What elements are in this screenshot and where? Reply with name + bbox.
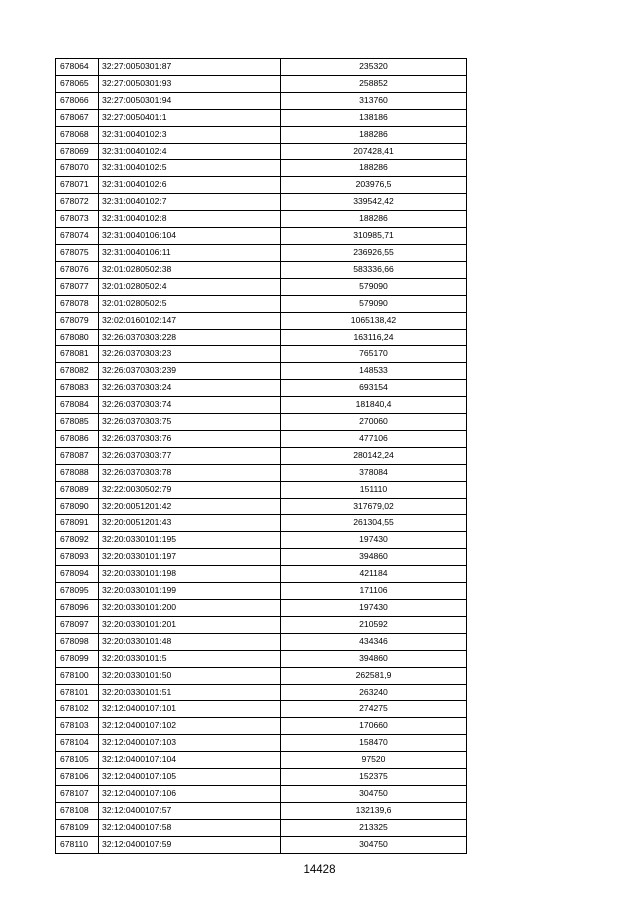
cadastral-number-cell: 32:12:0400107:104 bbox=[99, 752, 281, 769]
row-id-cell: 678070 bbox=[56, 160, 99, 177]
cadastral-number-cell: 32:31:0040106:104 bbox=[99, 228, 281, 245]
row-id-cell: 678068 bbox=[56, 126, 99, 143]
cadastral-number-cell: 32:31:0040102:6 bbox=[99, 177, 281, 194]
value-cell: 378084 bbox=[281, 464, 467, 481]
value-cell: 394860 bbox=[281, 549, 467, 566]
table-row bbox=[56, 177, 467, 194]
table-row bbox=[56, 278, 467, 295]
cadastral-number-cell: 32:02:0160102:147 bbox=[99, 312, 281, 329]
table-row bbox=[56, 836, 467, 853]
value-cell: 163116,24 bbox=[281, 329, 467, 346]
cadastral-number-cell: 32:01:0280502:38 bbox=[99, 261, 281, 278]
cadastral-number-cell: 32:20:0330101:5 bbox=[99, 650, 281, 667]
row-id-cell: 678093 bbox=[56, 549, 99, 566]
value-cell: 310985,71 bbox=[281, 228, 467, 245]
table-row bbox=[56, 633, 467, 650]
row-id-cell: 678099 bbox=[56, 650, 99, 667]
cadastral-number-cell: 32:26:0370303:74 bbox=[99, 397, 281, 414]
row-id-cell: 678106 bbox=[56, 769, 99, 786]
cadastral-number-cell: 32:01:0280502:5 bbox=[99, 295, 281, 312]
row-id-cell: 678064 bbox=[56, 59, 99, 76]
value-cell: 339542,42 bbox=[281, 194, 467, 211]
table-row bbox=[56, 600, 467, 617]
value-cell: 188286 bbox=[281, 126, 467, 143]
row-id-cell: 678080 bbox=[56, 329, 99, 346]
row-id-cell: 678081 bbox=[56, 346, 99, 363]
cadastral-number-cell: 32:26:0370303:78 bbox=[99, 464, 281, 481]
cadastral-number-cell: 32:31:0040106:11 bbox=[99, 244, 281, 261]
row-id-cell: 678096 bbox=[56, 600, 99, 617]
row-id-cell: 678098 bbox=[56, 633, 99, 650]
value-cell: 171106 bbox=[281, 583, 467, 600]
value-cell: 304750 bbox=[281, 785, 467, 802]
row-id-cell: 678097 bbox=[56, 616, 99, 633]
row-id-cell: 678090 bbox=[56, 498, 99, 515]
row-id-cell: 678109 bbox=[56, 819, 99, 836]
table-row bbox=[56, 481, 467, 498]
cadastral-number-cell: 32:31:0040102:4 bbox=[99, 143, 281, 160]
row-id-cell: 678094 bbox=[56, 566, 99, 583]
cadastral-number-cell: 32:31:0040102:5 bbox=[99, 160, 281, 177]
table-row bbox=[56, 211, 467, 228]
row-id-cell: 678085 bbox=[56, 414, 99, 431]
row-id-cell: 678095 bbox=[56, 583, 99, 600]
table-row bbox=[56, 583, 467, 600]
value-cell: 583336,66 bbox=[281, 261, 467, 278]
row-id-cell: 678107 bbox=[56, 785, 99, 802]
cadastral-number-cell: 32:12:0400107:103 bbox=[99, 735, 281, 752]
table-row bbox=[56, 380, 467, 397]
row-id-cell: 678082 bbox=[56, 363, 99, 380]
table-row bbox=[56, 549, 467, 566]
table-row bbox=[56, 532, 467, 549]
row-id-cell: 678087 bbox=[56, 447, 99, 464]
table-row bbox=[56, 430, 467, 447]
value-cell: 765170 bbox=[281, 346, 467, 363]
value-cell: 261304,55 bbox=[281, 515, 467, 532]
row-id-cell: 678077 bbox=[56, 278, 99, 295]
row-id-cell: 678079 bbox=[56, 312, 99, 329]
cadastral-number-cell: 32:31:0040102:7 bbox=[99, 194, 281, 211]
cadastral-number-cell: 32:27:0050401:1 bbox=[99, 109, 281, 126]
row-id-cell: 678065 bbox=[56, 75, 99, 92]
cadastral-number-cell: 32:20:0330101:48 bbox=[99, 633, 281, 650]
value-cell: 274275 bbox=[281, 701, 467, 718]
cadastral-number-cell: 32:31:0040102:3 bbox=[99, 126, 281, 143]
value-cell: 138186 bbox=[281, 109, 467, 126]
row-id-cell: 678092 bbox=[56, 532, 99, 549]
value-cell: 579090 bbox=[281, 278, 467, 295]
table-row bbox=[56, 650, 467, 667]
value-cell: 197430 bbox=[281, 600, 467, 617]
table-row bbox=[56, 769, 467, 786]
cadastral-value-table bbox=[55, 58, 467, 854]
table-row bbox=[56, 752, 467, 769]
row-id-cell: 678076 bbox=[56, 261, 99, 278]
row-id-cell: 678100 bbox=[56, 667, 99, 684]
cadastral-number-cell: 32:20:0330101:195 bbox=[99, 532, 281, 549]
value-cell: 477106 bbox=[281, 430, 467, 447]
row-id-cell: 678091 bbox=[56, 515, 99, 532]
value-cell: 270060 bbox=[281, 414, 467, 431]
page-number: 14428 bbox=[303, 864, 336, 876]
cadastral-number-cell: 32:26:0370303:76 bbox=[99, 430, 281, 447]
table-row bbox=[56, 295, 467, 312]
cadastral-number-cell: 32:12:0400107:106 bbox=[99, 785, 281, 802]
table-row bbox=[56, 414, 467, 431]
table-row bbox=[56, 228, 467, 245]
value-cell: 421184 bbox=[281, 566, 467, 583]
value-cell: 197430 bbox=[281, 532, 467, 549]
cadastral-number-cell: 32:12:0400107:57 bbox=[99, 802, 281, 819]
value-cell: 213325 bbox=[281, 819, 467, 836]
cadastral-number-cell: 32:12:0400107:59 bbox=[99, 836, 281, 853]
row-id-cell: 678073 bbox=[56, 211, 99, 228]
table-row bbox=[56, 312, 467, 329]
value-cell: 188286 bbox=[281, 160, 467, 177]
cadastral-number-cell: 32:26:0370303:24 bbox=[99, 380, 281, 397]
cadastral-number-cell: 32:26:0370303:77 bbox=[99, 447, 281, 464]
row-id-cell: 678089 bbox=[56, 481, 99, 498]
cadastral-number-cell: 32:27:0050301:93 bbox=[99, 75, 281, 92]
cadastral-number-cell: 32:20:0330101:197 bbox=[99, 549, 281, 566]
value-cell: 158470 bbox=[281, 735, 467, 752]
row-id-cell: 678108 bbox=[56, 802, 99, 819]
cadastral-number-cell: 32:20:0330101:201 bbox=[99, 616, 281, 633]
table-row bbox=[56, 397, 467, 414]
row-id-cell: 678084 bbox=[56, 397, 99, 414]
row-id-cell: 678105 bbox=[56, 752, 99, 769]
row-id-cell: 678067 bbox=[56, 109, 99, 126]
cadastral-number-cell: 32:12:0400107:101 bbox=[99, 701, 281, 718]
row-id-cell: 678086 bbox=[56, 430, 99, 447]
table-row bbox=[56, 785, 467, 802]
table-row bbox=[56, 515, 467, 532]
table-body bbox=[56, 59, 467, 854]
table-row bbox=[56, 718, 467, 735]
table-row bbox=[56, 464, 467, 481]
value-cell: 181840,4 bbox=[281, 397, 467, 414]
table-row bbox=[56, 261, 467, 278]
cadastral-number-cell: 32:12:0400107:102 bbox=[99, 718, 281, 735]
value-cell: 210592 bbox=[281, 616, 467, 633]
table-row bbox=[56, 802, 467, 819]
table-row bbox=[56, 59, 467, 76]
value-cell: 151110 bbox=[281, 481, 467, 498]
row-id-cell: 678088 bbox=[56, 464, 99, 481]
cadastral-number-cell: 32:26:0370303:23 bbox=[99, 346, 281, 363]
table-row bbox=[56, 346, 467, 363]
table-row bbox=[56, 126, 467, 143]
row-id-cell: 678075 bbox=[56, 244, 99, 261]
value-cell: 235320 bbox=[281, 59, 467, 76]
table-row bbox=[56, 447, 467, 464]
table-row bbox=[56, 92, 467, 109]
cadastral-number-cell: 32:22:0030502:79 bbox=[99, 481, 281, 498]
cadastral-number-cell: 32:27:0050301:87 bbox=[99, 59, 281, 76]
row-id-cell: 678078 bbox=[56, 295, 99, 312]
cadastral-number-cell: 32:27:0050301:94 bbox=[99, 92, 281, 109]
table-row bbox=[56, 566, 467, 583]
row-id-cell: 678104 bbox=[56, 735, 99, 752]
cadastral-number-cell: 32:20:0330101:50 bbox=[99, 667, 281, 684]
value-cell: 262581,9 bbox=[281, 667, 467, 684]
table-row bbox=[56, 329, 467, 346]
value-cell: 170660 bbox=[281, 718, 467, 735]
table-row bbox=[56, 498, 467, 515]
cadastral-number-cell: 32:31:0040102:8 bbox=[99, 211, 281, 228]
value-cell: 693154 bbox=[281, 380, 467, 397]
row-id-cell: 678069 bbox=[56, 143, 99, 160]
table-row bbox=[56, 735, 467, 752]
cadastral-number-cell: 32:12:0400107:105 bbox=[99, 769, 281, 786]
value-cell: 579090 bbox=[281, 295, 467, 312]
value-cell: 132139,6 bbox=[281, 802, 467, 819]
cadastral-number-cell: 32:20:0330101:198 bbox=[99, 566, 281, 583]
cadastral-number-cell: 32:26:0370303:75 bbox=[99, 414, 281, 431]
value-cell: 188286 bbox=[281, 211, 467, 228]
table-row bbox=[56, 143, 467, 160]
value-cell: 148533 bbox=[281, 363, 467, 380]
cadastral-number-cell: 32:12:0400107:58 bbox=[99, 819, 281, 836]
table-row bbox=[56, 363, 467, 380]
value-cell: 97520 bbox=[281, 752, 467, 769]
value-cell: 434346 bbox=[281, 633, 467, 650]
cadastral-number-cell: 32:26:0370303:239 bbox=[99, 363, 281, 380]
value-cell: 236926,55 bbox=[281, 244, 467, 261]
table-row bbox=[56, 684, 467, 701]
row-id-cell: 678066 bbox=[56, 92, 99, 109]
cadastral-number-cell: 32:20:0051201:42 bbox=[99, 498, 281, 515]
table-row bbox=[56, 109, 467, 126]
table-row bbox=[56, 701, 467, 718]
row-id-cell: 678101 bbox=[56, 684, 99, 701]
table-row bbox=[56, 194, 467, 211]
table-row bbox=[56, 667, 467, 684]
value-cell: 280142,24 bbox=[281, 447, 467, 464]
value-cell: 152375 bbox=[281, 769, 467, 786]
value-cell: 263240 bbox=[281, 684, 467, 701]
cadastral-number-cell: 32:01:0280502:4 bbox=[99, 278, 281, 295]
value-cell: 304750 bbox=[281, 836, 467, 853]
row-id-cell: 678074 bbox=[56, 228, 99, 245]
value-cell: 317679,02 bbox=[281, 498, 467, 515]
row-id-cell: 678083 bbox=[56, 380, 99, 397]
cadastral-number-cell: 32:20:0330101:200 bbox=[99, 600, 281, 617]
row-id-cell: 678072 bbox=[56, 194, 99, 211]
row-id-cell: 678103 bbox=[56, 718, 99, 735]
value-cell: 313760 bbox=[281, 92, 467, 109]
table-row bbox=[56, 160, 467, 177]
cadastral-number-cell: 32:26:0370303:228 bbox=[99, 329, 281, 346]
value-cell: 203976,5 bbox=[281, 177, 467, 194]
cadastral-number-cell: 32:20:0330101:51 bbox=[99, 684, 281, 701]
value-cell: 258852 bbox=[281, 75, 467, 92]
value-cell: 1065138,42 bbox=[281, 312, 467, 329]
row-id-cell: 678102 bbox=[56, 701, 99, 718]
table-row bbox=[56, 244, 467, 261]
table-row bbox=[56, 819, 467, 836]
cadastral-number-cell: 32:20:0330101:199 bbox=[99, 583, 281, 600]
value-cell: 394860 bbox=[281, 650, 467, 667]
value-cell: 207428,41 bbox=[281, 143, 467, 160]
row-id-cell: 678071 bbox=[56, 177, 99, 194]
table-row bbox=[56, 616, 467, 633]
row-id-cell: 678110 bbox=[56, 836, 99, 853]
cadastral-number-cell: 32:20:0051201:43 bbox=[99, 515, 281, 532]
table-row bbox=[56, 75, 467, 92]
